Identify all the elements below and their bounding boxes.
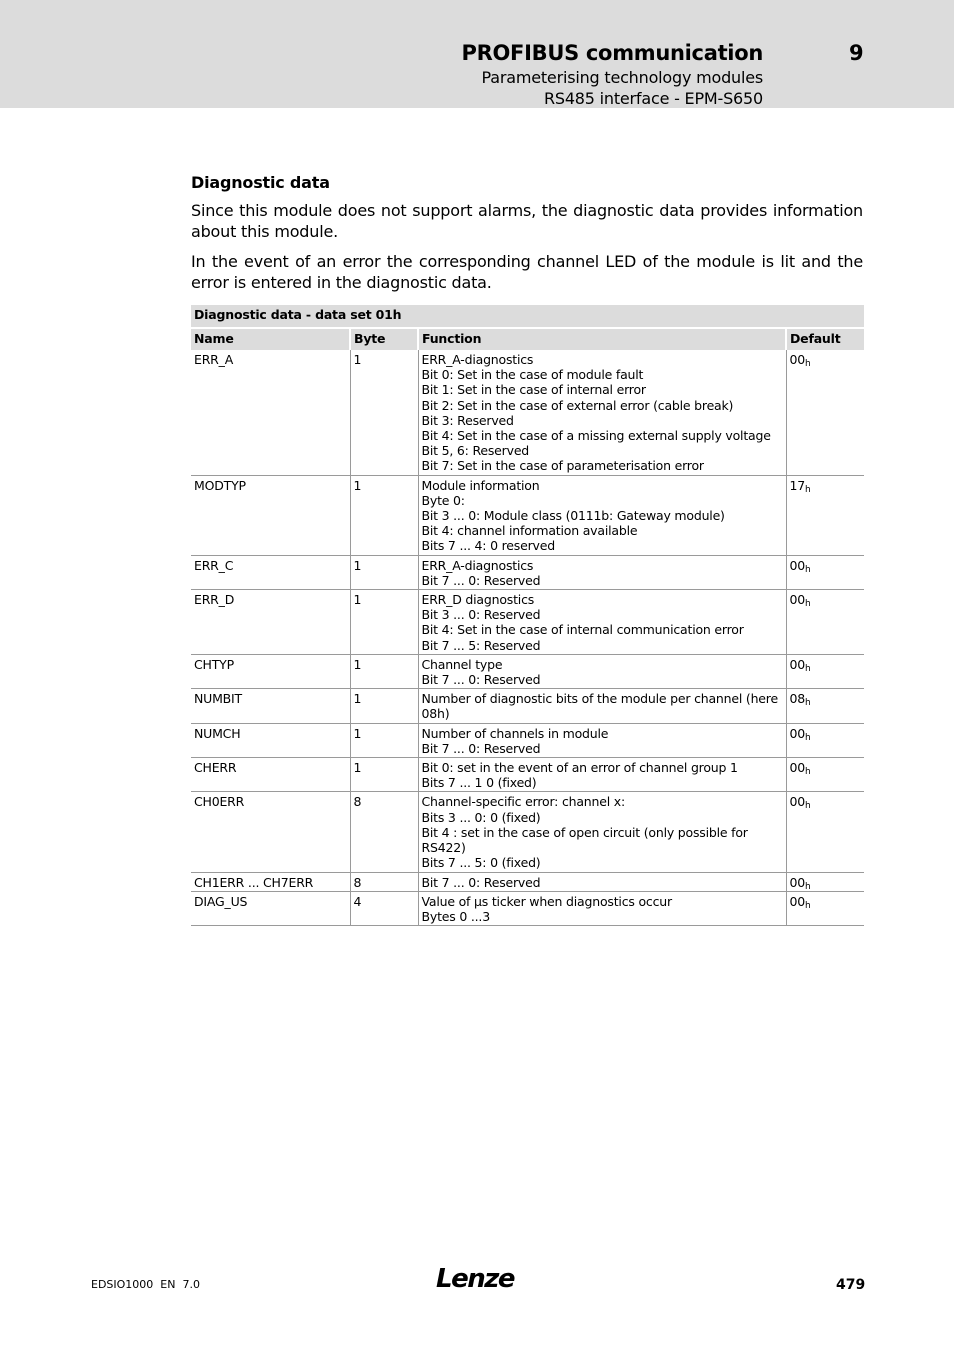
function-line: Channel-specific error: channel x:: [421, 794, 626, 810]
default-value: 00: [789, 893, 806, 909]
table-caption-row: [191, 305, 864, 328]
cell-name: ERR_D: [191, 590, 350, 655]
table-row: [191, 654, 864, 688]
function-line: Bit 5, 6: Reserved: [421, 443, 530, 459]
function-line: Bit 4: Set in the case of a missing external supply voltage: [421, 428, 771, 444]
cell-default: [786, 555, 864, 589]
cell-default: [786, 689, 864, 723]
cell-byte: 1: [350, 723, 418, 757]
section-heading: Diagnostic data: [191, 173, 330, 192]
cell-name: CHERR: [191, 758, 350, 792]
table-row: [191, 475, 864, 555]
default-subscript: h: [805, 663, 811, 674]
function-line: Bit 3 ... 0: Module class (0111b: Gateway module): [421, 508, 725, 524]
cell-name: MODTYP: [191, 475, 350, 555]
function-line: Number of channels in module: [421, 725, 609, 741]
default-value: 00: [789, 656, 806, 672]
chapter-title: PROFIBUS communication: [461, 41, 763, 65]
table-header-row: [191, 328, 864, 350]
default-value: 00: [789, 725, 806, 741]
function-line: Bit 7 ... 0: Reserved: [421, 572, 541, 588]
table-row: [191, 689, 864, 723]
function-line: Byte 0:: [421, 492, 465, 508]
cell-function: [418, 891, 786, 925]
cell-byte: 8: [350, 792, 418, 872]
cell-name: ERR_C: [191, 555, 350, 589]
function-line: ERR_A-diagnostics: [421, 557, 534, 573]
cell-byte: 1: [350, 654, 418, 688]
chapter-number: 9: [849, 41, 864, 65]
cell-byte: 1: [350, 555, 418, 589]
footer-document-id: EDSIO1000 EN 7.0: [91, 1278, 200, 1291]
cell-name: NUMCH: [191, 723, 350, 757]
function-line: Bits 7 ... 4: 0 reserved: [421, 538, 555, 554]
cell-default: [786, 891, 864, 925]
function-line: Bit 3: Reserved: [421, 412, 514, 428]
function-line: Bit 7: Set in the case of parameterisation error: [421, 458, 704, 474]
cell-function: [418, 758, 786, 792]
function-line: Bits 7 ... 1 0 (fixed): [421, 775, 537, 791]
cell-byte: 1: [350, 350, 418, 475]
default-subscript: h: [805, 767, 811, 778]
cell-byte: 1: [350, 758, 418, 792]
cell-function: [418, 792, 786, 872]
function-line: ERR_D diagnostics: [421, 592, 535, 608]
cell-function: [418, 590, 786, 655]
table-row: [191, 891, 864, 925]
default-subscript: h: [805, 801, 811, 812]
table-row: [191, 792, 864, 872]
cell-default: [786, 872, 864, 891]
cell-function: [418, 475, 786, 555]
table-row: [191, 758, 864, 792]
lenze-logo: Lenze: [436, 1264, 514, 1294]
cell-function: [418, 723, 786, 757]
table-caption: Diagnostic data - data set 01h: [191, 305, 864, 328]
function-line: Bits 7 ... 5: 0 (fixed): [421, 855, 541, 871]
cell-default: [786, 475, 864, 555]
cell-function: [418, 689, 786, 723]
cell-default: [786, 723, 864, 757]
column-header-byte: Byte: [350, 328, 418, 350]
cell-default: [786, 758, 864, 792]
cell-name: CH1ERR ... CH7ERR: [191, 872, 350, 891]
function-line: Bit 4 : set in the case of open circuit (only possible for RS422): [421, 824, 748, 856]
default-subscript: h: [805, 881, 811, 892]
function-line: Bit 1: Set in the case of internal error: [421, 382, 646, 398]
default-subscript: h: [805, 484, 811, 495]
cell-function: [418, 872, 786, 891]
default-value: 00: [789, 760, 806, 776]
function-line: Value of µs ticker when diagnostics occur: [421, 893, 672, 909]
default-value: 00: [789, 794, 806, 810]
cell-function: [418, 350, 786, 475]
cell-name: CHTYP: [191, 654, 350, 688]
cell-byte: 4: [350, 891, 418, 925]
error-paragraph: In the event of an error the corresponding channel LED of the module is lit and the error is entered in the diagnostic data.: [191, 252, 863, 292]
table-row: [191, 872, 864, 891]
function-line: ERR_A-diagnostics: [421, 352, 534, 367]
cell-name: NUMBIT: [191, 689, 350, 723]
default-subscript: h: [805, 599, 811, 610]
column-header-name: Name: [191, 328, 350, 350]
cell-byte: 1: [350, 689, 418, 723]
default-value: 00: [789, 557, 806, 573]
default-value: 00: [789, 592, 806, 608]
cell-byte: 8: [350, 872, 418, 891]
default-subscript: h: [805, 698, 811, 709]
function-line: Bit 2: Set in the case of external error (cable break): [421, 397, 734, 413]
cell-byte: 1: [350, 590, 418, 655]
function-line: Bit 7 ... 5: Reserved: [421, 637, 541, 653]
default-value: 00: [789, 352, 806, 367]
cell-name: DIAG_US: [191, 891, 350, 925]
function-line: Bits 3 ... 0: 0 (fixed): [421, 809, 541, 825]
function-line: Bit 7 ... 0: Reserved: [421, 672, 541, 688]
default-value: 08: [789, 691, 806, 707]
default-subscript: h: [805, 900, 811, 911]
column-header-function: Function: [418, 328, 786, 350]
cell-default: [786, 350, 864, 475]
function-line: Bytes 0 ...3: [421, 908, 490, 924]
function-line: Module information: [421, 477, 540, 493]
function-line: Bit 3 ... 0: Reserved: [421, 607, 541, 623]
function-line: Bit 7 ... 0: Reserved: [421, 874, 541, 890]
function-line: Number of diagnostic bits of the module per channel (here 08h): [421, 691, 778, 722]
default-subscript: h: [805, 359, 811, 369]
table-row: [191, 350, 864, 475]
default-subscript: h: [805, 564, 811, 575]
function-line: Channel type: [421, 656, 503, 672]
table-row: [191, 555, 864, 589]
column-header-default: Default: [786, 328, 864, 350]
table-row: [191, 590, 864, 655]
default-value: 17: [789, 477, 806, 493]
cell-function: [418, 654, 786, 688]
cell-name: ERR_A: [191, 350, 350, 475]
table-row: [191, 723, 864, 757]
page-number: 479: [836, 1277, 866, 1293]
table-body: [191, 350, 864, 926]
function-line: Bit 7 ... 0: Reserved: [421, 740, 541, 756]
function-line: Bit 4: channel information available: [421, 523, 638, 539]
cell-default: [786, 654, 864, 688]
cell-byte: 1: [350, 475, 418, 555]
subtitle-line-1: Parameterising technology modules: [481, 68, 763, 87]
function-line: Bit 0: set in the event of an error of channel group 1: [421, 760, 738, 776]
cell-name: CH0ERR: [191, 792, 350, 872]
cell-default: [786, 792, 864, 872]
default-subscript: h: [805, 732, 811, 743]
cell-default: [786, 590, 864, 655]
cell-function: [418, 555, 786, 589]
default-value: 00: [789, 874, 806, 890]
function-line: Bit 0: Set in the case of module fault: [421, 367, 644, 383]
subtitle-line-2: RS485 interface - EPM-S650: [543, 89, 763, 108]
function-line: Bit 4: Set in the case of internal communication error: [421, 622, 744, 638]
intro-paragraph: Since this module does not support alarms, the diagnostic data provides information about this module.: [191, 201, 863, 241]
diagnostic-data-table: [191, 305, 864, 926]
